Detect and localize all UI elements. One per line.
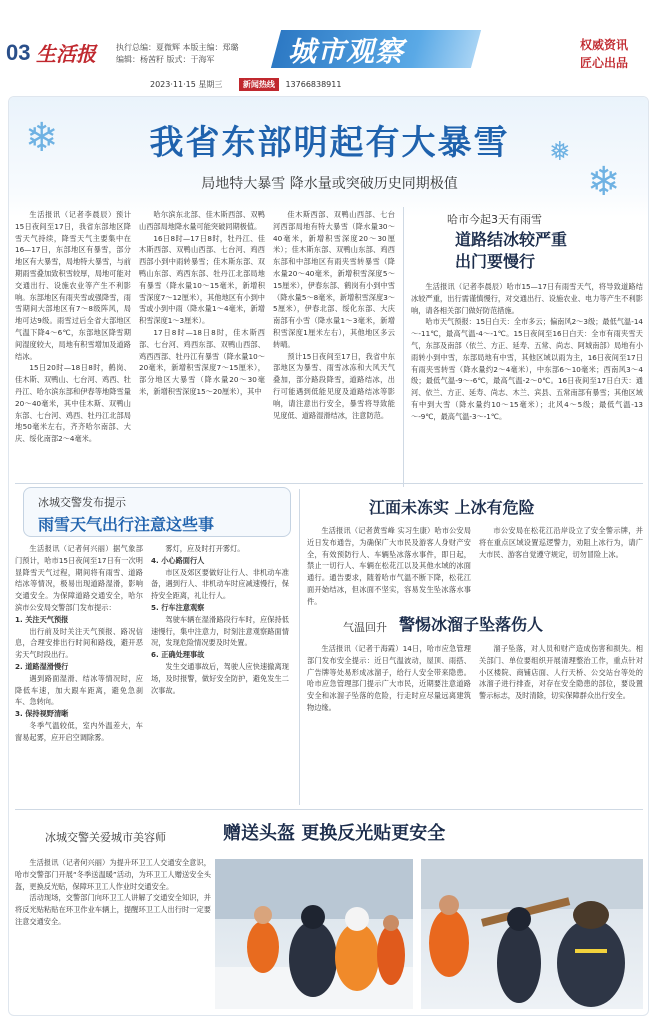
paragraph: 市区及郊区要做好让行人、非机动车准备，遇到行人、非机动车时应减速慢行，保持安全距离，礼让行人。 xyxy=(151,567,289,601)
paragraph: 生活报讯（记者于海霞）14日，哈市应急管理部门发布安全提示：近日气温波动，屋顶、雨搭、广告牌等处易形成冰溜子，给行人安全带来隐患。哈市应急管理部门提示广大市民，近期要注意道路安全和冰溜子坠落的危险，行走时应尽量远离建筑物边缘。 xyxy=(307,644,471,712)
paragraph: 佳木斯西部、双鸭山西部、七台河西部局地有特大暴雪（降水量30～40毫米，新增积雪深度20～30厘米）；佳木斯东部、双鸭山东部、鸡西东部和中部地区有雨夹雪转暴雪（降水量20～40毫米，新增积雪深度5～15厘米），伊春东部、鹤岗有小到中雪（降水量5～8毫米，新增积雪深度3～5厘米），伊春北部、绥化东部、大庆南部有小雪（降水量1～3毫米，新增积雪深度1厘米左右），其他地区多云转晴。 xyxy=(273,210,395,349)
traffic-alert-title: 雨雪天气出行注意这些事 xyxy=(38,515,215,534)
snowflake-icon: ❄ xyxy=(25,115,59,161)
slogan-line-2: 匠心出品 xyxy=(580,56,629,70)
hotline-label: 新闻热线 xyxy=(239,78,279,91)
photo-helmet-gift xyxy=(215,859,413,1009)
page-frame xyxy=(8,96,649,1016)
newspaper-logo: 生活报 xyxy=(36,42,96,66)
paragraph: 生活报讯（记者何兴丽）据气象部门预计，哈市15日夜间至17日有一次明显降雪天气过程，期间将有雨雪、道路结冰等情况，极易出现道路湿滑，影响交通安全。为保障道路交通安全，哈尔滨市公安局交警部门发布提示： xyxy=(15,544,143,612)
main-headline: 我省东部明起有大暴雪 xyxy=(149,123,510,163)
paragraph: 遇到路面湿滑、结冰等情况时，应降低车速，加大跟车距离，避免急刹车、急转向。 xyxy=(15,673,143,707)
page-number: 03 xyxy=(6,40,31,65)
paragraph: 15日20时—18日8时，鹤岗、佳木斯、双鸭山、七台河、鸡西、牡丹江、哈尔滨东部和伊春等地降雪量20～40毫米，其中佳木斯、双鸭山东部、七台河、鸡西、牡丹江北部局地50毫米左右，齐齐哈尔南部、大庆、绥化南部2～4毫米。 xyxy=(15,363,131,444)
paragraph: 冬季气温较低，室内外温差大，车窗易起雾，应开启空调除雾。 xyxy=(15,720,143,742)
icicle-column-1 xyxy=(307,643,471,803)
traffic-article-column-1 xyxy=(15,543,143,803)
river-ice-column-2 xyxy=(479,525,643,621)
road-ice-article xyxy=(411,281,643,477)
snowflake-icon: ❄ xyxy=(587,159,621,205)
paragraph: 发生交通事故后，驾驶人应快速撤离现场，及时报警，做好安全防护，避免发生二次事故。 xyxy=(151,661,289,695)
photo-scene xyxy=(421,859,643,1009)
river-ice-column-1 xyxy=(307,525,471,621)
credits-line-1: 执行总编：夏微辉 本版主编：郑璐 xyxy=(116,43,239,52)
hotline-number: 13766838911 xyxy=(285,80,342,89)
subheading: 2. 道路湿滑慢行 xyxy=(15,661,69,671)
helmet-article xyxy=(15,857,211,1007)
section-title: 城市观察 xyxy=(288,35,405,68)
paragraph: 生活报讯（记者李晨辰）预计15日夜间至17日，我省东部地区降雪天气持续，降雪天气主要集中在16—17日，东部地区有暴雪，部分地区有大暴雪，局地特大暴雪，与前期雨雪叠加致积雪较厚，局地可能对交通出行、设施农业等产生不利影响。东部地区有雨夹雪或强降雪，雨雪期间大部地区有7～8级阵风，局地可达9级。雨雪过后全省大部地区气温下降4～6℃，东部地区降雪期间湿度较大，局地有积雪增加及道路结冰。 xyxy=(15,210,131,361)
paragraph: 市公安局在松花江沿岸设立了安全警示牌，并将在重点区域设置巡逻警力，劝阻上冰行为，请广大市民、游客自觉遵守规定，切勿冒险上冰。 xyxy=(479,526,643,559)
article-column-1 xyxy=(15,209,131,481)
paragraph: 16日8时—17日8时，牡丹江、佳木斯西部、双鸭山西部、七台河、鸡西西部小到中雨转暴雪；佳木斯东部、双鸭山东部、鸡西东部、牡丹江北部局地有暴雪（降水量10～15毫米，新增积雪深度7～12厘米），其他地区有小到中雪或小到中雨（降水量1～4毫米，新增积雪深度1～3厘米）。 xyxy=(139,233,265,326)
paragraph: 驾驶车辆在湿滑路段行车时，应保持低速慢行，集中注意力，时刻注意观察路面情况，发现危险情况要及时处置。 xyxy=(151,614,289,648)
credits-line-2: 编辑：杨茜籽 版式：于海军 xyxy=(116,55,215,64)
paragraph: 哈市天气预报：15日白天：全市多云；偏南风2～3级；最低气温-14～-11℃，最高气温-4～-1℃。15日夜间至16日白天：全市有雨夹雪天气，东部及南部（依兰、方正、延寿、五常、尚志、阿城南部）局地有小雨转小到中雪，东部局地有中雪，其他区域以雨为主，16日夜间至17日有雨夹雪转雪（降水量约2～4毫米），中东部6～10毫米；西南风3～4级；最低气温-9～-6℃，最高气温-2～0℃。16日夜间至17日白天：通河、依兰、方正、延寿、尚志、木兰、宾县、五常南部有暴雪；其他区域有中到大雪（降水量约10～15毫米）；北风4～5级；最低气温-13～-9℃，最高气温-3～-1℃。 xyxy=(411,317,643,421)
column-divider xyxy=(299,489,300,805)
section-divider xyxy=(15,483,643,484)
paragraph: 出行前及时关注天气预报、路况信息，合理安排出行时间和路线，避开恶劣天气时段出行。 xyxy=(15,626,143,660)
paragraph: 生活报讯（记者何兴丽）为提升环卫工人交通安全意识，哈市交警部门开展“冬季送温暖”活动，为环卫工人赠送安全头盔，更换反光贴，保障环卫工人作业时交通安全。 xyxy=(15,858,211,891)
subheading: 5. 行车注意观察 xyxy=(151,602,205,612)
helmet-title: 赠送头盔 更换反光贴更安全 xyxy=(223,823,446,844)
road-ice-title-line-1: 道路结冰较严重 xyxy=(455,230,568,249)
issue-date: 2023·11·15 星期三 xyxy=(150,80,223,89)
paragraph: 生活报讯（记者黄雪峰 实习生康）哈市公安局近日发布通告，为确保广大市民及游客人身财产安全，有效预防行人、车辆坠冰落水事件，即日起，禁止一切行人、车辆在松花江以及其他水域的冰面通行。通告要求，随着哈市气温不断下降，松花江面开始结冰，但冰面不坚实，容易发生坠冰落水事件。 xyxy=(307,526,471,606)
road-ice-kicker: 哈市今起3天有雨雪 xyxy=(447,213,542,226)
snowflake-icon: ❅ xyxy=(549,137,571,167)
subheading: 3. 保持视野清晰 xyxy=(15,709,69,719)
page-header xyxy=(0,0,657,89)
traffic-article-column-2 xyxy=(151,543,289,803)
paragraph: 活动现场，交警部门向环卫工人讲解了交通安全知识，并将反光贴粘贴在环卫作业车辆上，提醒环卫工人出行时一定要注意交通安全。 xyxy=(15,893,211,926)
helmet-kicker: 冰城交警关爱城市美容师 xyxy=(45,831,166,844)
article-column-2 xyxy=(139,209,265,481)
paragraph: 生活报讯（记者李晨辰）哈市15—17日有雨雪天气，将导致道路结冰较严重，出行需谨慎慢行，对交通出行、设施农业、电力等产生不利影响，请各相关部门做好防范措施。 xyxy=(411,282,643,315)
icicle-title: 警惕冰溜子坠落伤人 xyxy=(399,615,544,634)
icicle-column-2 xyxy=(479,643,643,803)
slogan xyxy=(580,36,628,72)
subheading: 6. 正确处理事故 xyxy=(151,650,205,660)
date-bar xyxy=(150,78,341,93)
section-divider xyxy=(15,809,643,810)
slogan-line-1: 权威资讯 xyxy=(580,38,629,52)
photo-reflective-sticker xyxy=(421,859,643,1009)
main-subheadline: 局地特大暴雪 降水量或突破历史同期极值 xyxy=(201,176,458,192)
paragraph: 17日8时—18日8时，佳木斯西部、七台河、鸡西东部、双鸭山西部、鸡西西部、牡丹江有暴雪（降水量10～20毫米，新增积雪深度7～15厘米），部分地区大暴雪（降水量20～30毫米，新增积雪深度15～20厘米），其中 xyxy=(139,327,265,396)
column-divider xyxy=(403,207,404,487)
photo-scene xyxy=(215,859,413,1009)
subheading: 1. 关注天气预报 xyxy=(15,614,69,624)
road-ice-title-line-2: 出门要慢行 xyxy=(455,252,536,271)
traffic-alert-kicker: 冰城交警发布提示 xyxy=(38,496,126,509)
icicle-kicker: 气温回升 xyxy=(343,621,387,634)
editorial-credits xyxy=(116,42,239,66)
traffic-alert-box xyxy=(23,487,291,537)
paragraph: 溜子坠落，对人员和财产造成伤害和损失。相关部门、单位要组织开展清理整治工作，重点针对小区楼院、商铺店面、人行天桥、公交站台等处的冰溜子进行排查，对存在安全隐患的部位，要设置警示标志，及时清除，切实保障群众出行安全。 xyxy=(479,644,643,701)
paragraph: 预计15日夜间至17日，我省中东部地区为暴雪、雨雪冰冻和大风天气叠加，部分路段降雪，道路结冰，出行可能遇到低能见度及道路结冰等影响，请注意出行安全，暴雪将导致能见度低、道路湿滑结冰，注意防范。 xyxy=(273,351,395,420)
article-column-3 xyxy=(273,209,395,481)
paragraph: 哈尔滨东北部、佳木斯西部、双鸭山西部局地降水量可能突破同期极值。 xyxy=(139,210,265,231)
paragraph: 雾灯，应及时打开雾灯。 xyxy=(165,544,245,553)
river-ice-title: 江面未冻实 上冰有危险 xyxy=(369,498,535,517)
subheading: 4. 小心路面行人 xyxy=(151,555,205,565)
